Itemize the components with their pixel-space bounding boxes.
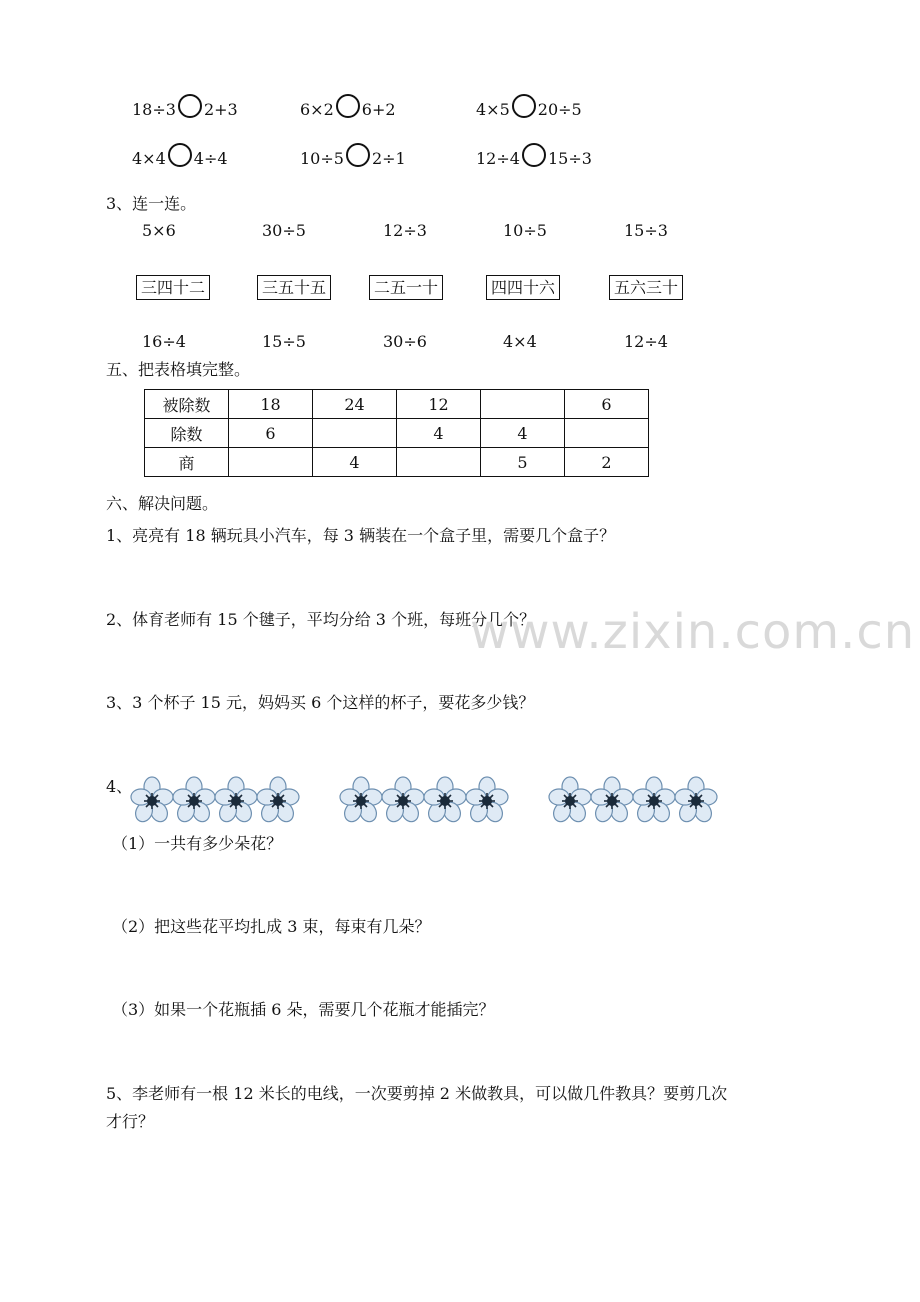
question-5-line1: 5、李老师有一根 12 米长的电线，一次要剪掉 2 米做教具，可以做几件教具？要剪几次	[106, 1084, 728, 1103]
table-cell[interactable]: 6	[229, 419, 313, 448]
table-cell[interactable]: 24	[313, 390, 397, 419]
flower-icon	[465, 776, 509, 826]
compare-item	[300, 147, 406, 171]
flower-icon	[590, 776, 634, 826]
answer-circle[interactable]	[168, 143, 192, 167]
flower-icon	[548, 776, 592, 826]
multiplication-rhyme-box[interactable]: 四四十六	[486, 275, 560, 300]
flower-icon	[172, 776, 216, 826]
compare-item	[476, 147, 592, 171]
question-4-1: （1）一共有多少朵花？	[112, 834, 283, 853]
question-1: 1、亮亮有 18 辆玩具小汽车，每 3 辆装在一个盒子里，需要几个盒子？	[106, 526, 616, 545]
expr-left: 6×2	[300, 100, 334, 119]
table-cell[interactable]: 2	[565, 448, 649, 477]
compare-item	[300, 98, 396, 122]
compare-item	[476, 98, 582, 122]
match-bottom-expr[interactable]: 15÷5	[262, 332, 306, 351]
match-bottom-expr[interactable]: 30÷6	[383, 332, 427, 351]
match-bottom-expr[interactable]: 16÷4	[142, 332, 186, 351]
table-cell[interactable]: 4	[481, 419, 565, 448]
table-cell[interactable]: 4	[397, 419, 481, 448]
flower-icon	[130, 776, 174, 826]
flower-icon	[674, 776, 718, 826]
expr-right: 2+3	[203, 100, 238, 119]
question-4-2: （2）把这些花平均扎成 3 束，每束有几朵？	[112, 917, 431, 936]
question-4-3: （3）如果一个花瓶插 6 朵，需要几个花瓶才能插完？	[112, 1000, 495, 1019]
answer-circle[interactable]	[336, 94, 360, 118]
flower-group	[339, 776, 507, 826]
table-cell[interactable]: 6	[565, 390, 649, 419]
table-cell[interactable]: 18	[229, 390, 313, 419]
expr-right: 2÷1	[371, 149, 406, 168]
expr-left: 4×5	[476, 100, 510, 119]
expr-right: 20÷5	[537, 100, 582, 119]
row-header: 除数	[145, 419, 229, 448]
flower-group	[548, 776, 716, 826]
expr-left: 10÷5	[300, 149, 344, 168]
answer-circle[interactable]	[178, 94, 202, 118]
answer-circle[interactable]	[512, 94, 536, 118]
expr-left: 4×4	[132, 149, 166, 168]
problems-title: 六、解决问题。	[106, 494, 219, 513]
expr-right: 4÷4	[193, 149, 228, 168]
compare-item	[132, 98, 238, 122]
question-3: 3、3 个杯子 15 元，妈妈买 6 个这样的杯子，要花多少钱？	[106, 693, 535, 712]
flower-icon	[214, 776, 258, 826]
table-cell[interactable]	[565, 419, 649, 448]
match-bottom-expr[interactable]: 12÷4	[624, 332, 668, 351]
expr-right: 6+2	[361, 100, 396, 119]
table-cell[interactable]	[397, 448, 481, 477]
table-cell[interactable]	[229, 448, 313, 477]
flower-icon	[423, 776, 467, 826]
compare-item	[132, 147, 228, 171]
table-cell[interactable]: 4	[313, 448, 397, 477]
table-row	[145, 390, 649, 419]
table-cell[interactable]: 12	[397, 390, 481, 419]
flower-icon	[339, 776, 383, 826]
table-row	[145, 448, 649, 477]
table-cell[interactable]	[313, 419, 397, 448]
flower-icon	[632, 776, 676, 826]
flower-icon	[256, 776, 300, 826]
table-cell[interactable]: 5	[481, 448, 565, 477]
match-top-expr[interactable]: 5×6	[142, 221, 176, 240]
expr-left: 18÷3	[132, 100, 176, 119]
watermark: www.zixin.com.cn	[470, 604, 916, 660]
row-header: 被除数	[145, 390, 229, 419]
match-bottom-expr[interactable]: 4×4	[503, 332, 537, 351]
table-section-title: 五、把表格填完整。	[106, 360, 251, 379]
multiplication-rhyme-box[interactable]: 三四十二	[136, 275, 210, 300]
flower-group	[130, 776, 298, 826]
multiplication-rhyme-box[interactable]: 二五一十	[369, 275, 443, 300]
match-title: 3、连一连。	[106, 194, 197, 213]
question-5-line2: 才行？	[106, 1112, 155, 1131]
table-row	[145, 419, 649, 448]
question-2: 2、体育老师有 15 个毽子，平均分给 3 个班，每班分几个？	[106, 610, 536, 629]
row-header: 商	[145, 448, 229, 477]
match-top-expr[interactable]: 12÷3	[383, 221, 427, 240]
expr-left: 12÷4	[476, 149, 520, 168]
answer-circle[interactable]	[522, 143, 546, 167]
table-cell[interactable]	[481, 390, 565, 419]
flower-icon	[381, 776, 425, 826]
expr-right: 15÷3	[547, 149, 592, 168]
match-top-expr[interactable]: 15÷3	[624, 221, 668, 240]
fill-table	[144, 389, 649, 477]
multiplication-rhyme-box[interactable]: 三五十五	[257, 275, 331, 300]
match-top-expr[interactable]: 30÷5	[262, 221, 306, 240]
answer-circle[interactable]	[346, 143, 370, 167]
multiplication-rhyme-box[interactable]: 五六三十	[609, 275, 683, 300]
question-4-label: 4、	[106, 777, 133, 796]
match-top-expr[interactable]: 10÷5	[503, 221, 547, 240]
